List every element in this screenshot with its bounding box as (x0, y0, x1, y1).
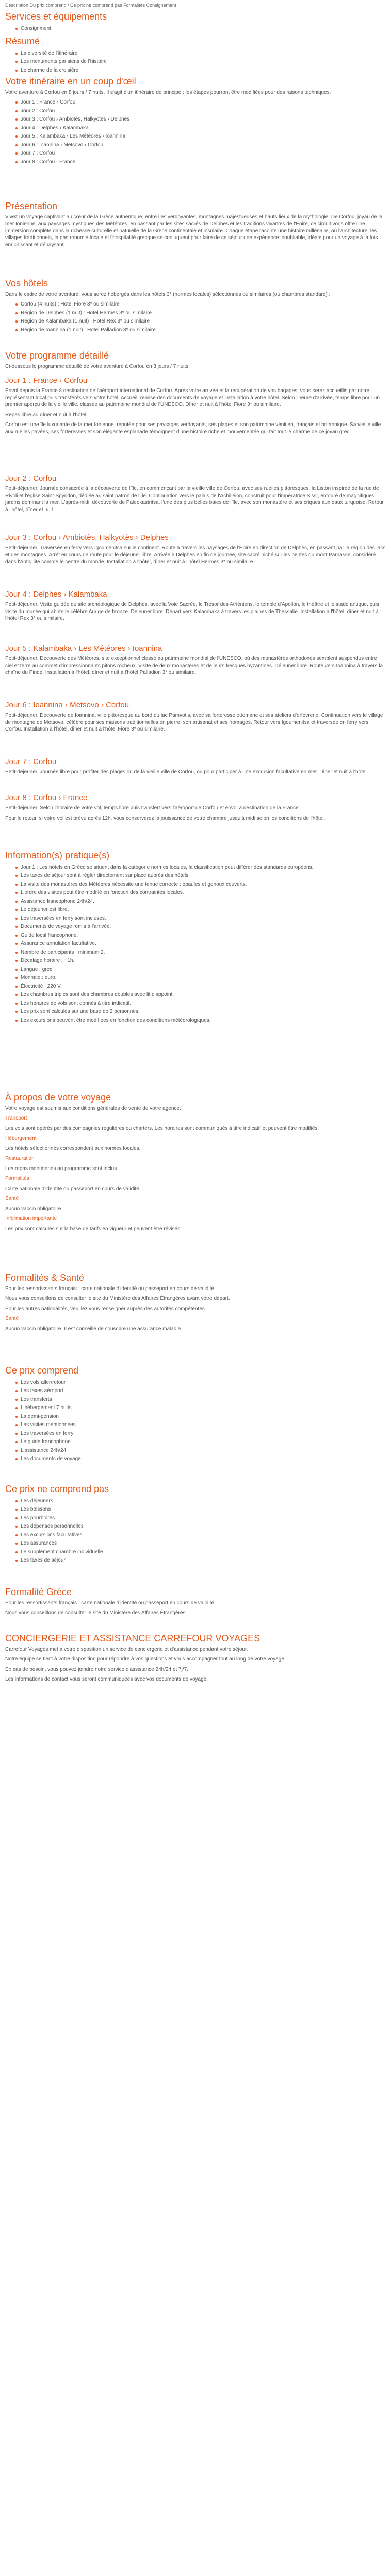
list-item: Jour 4 : Delphes › Kalambaka (15, 125, 386, 132)
list-item: Corfou (4 nuits) : Hotel Fiore 3* ou similaire (15, 301, 386, 308)
list-item: Les déjeuners (15, 1498, 386, 1505)
programme-section (5, 350, 386, 373)
formalities-greece-title: Formalité Grèce (5, 1587, 72, 1597)
about-subheading: Santé (5, 1196, 19, 1202)
day-text: Petit-déjeuner. Visite guidée du site archéologique de Delphes, avec la Voie Sacrée, le Trésor des Athéniens, le temple d'Apollon, le théâtre et le stade antique, puis visite du musée qui abrite le célèbre Aurige de bronze. Déjeuner libre. Départ vers Kalambaka à travers les plaines de Thessalie. Installation à l'hôtel, dîner et nuit à l'hôtel Rex 3* ou similaire. (5, 602, 379, 621)
list-item: Les vols aller/retour (15, 1379, 386, 1386)
hotels-section (5, 278, 386, 335)
list-item: L'assistance 24h/24 (15, 1447, 386, 1454)
list-item: Les prix sont calculés sur une base de 2 personnes. (15, 1008, 386, 1015)
concierge-text: Les informations de contact vous seront communiquées avec vos documents de voyage. (5, 1676, 208, 1683)
list-item: Les chambres triples sont des chambres doubles avec lit d'appoint. (15, 991, 386, 998)
day-text: Petit-déjeuner. Traversée en ferry vers Igoumenitsa sur le continent. Route à travers les paysages de l'Épire en direction de Delphes, en passant par la région des lacs et des montagnes. Arrêt en cours de route pour le déjeuner libre. Arrivée à Delphes en fin de journée, site sacré niché sur les pentes du mont Parnasse, considéré dans l'Antiquité comme le centre du monde. Installation à l'hôtel, dîner et nuit à l'hôtel Hermes 3* ou similaire. (5, 545, 386, 565)
list-item: Jour 7 : Corfou (15, 150, 386, 157)
day-title: Jour 3 : Corfou › Ambiotès, Halkyotès › Delphes (5, 533, 169, 542)
day-title: Jour 2 : Corfou (5, 474, 57, 483)
list-item: Les pourboires (15, 1515, 386, 1522)
day-text: Pour le retour, si votre vol est prévu après 12h, vous conserverez la jouissance de votre chambre jusqu'à midi selon les conditions de l'hôtel. (5, 815, 325, 821)
list-item: Le guide francophone (15, 1438, 386, 1446)
list-item: Assistance francophone 24h/24. (15, 898, 386, 905)
price-includes-section (5, 1365, 386, 1464)
itinerary-title: Votre itinéraire en un coup d'œil (5, 76, 136, 87)
day-text: Petit-déjeuner. Découverte de Ioannina, ville pittoresque au bord du lac Pamvotis, avec sa forteresse ottomane et ses ateliers d'orfèvrerie. Continuation vers le village de montagne de Metsovo, célèbre pour ses maisons traditionnelles en pierre, son artisanat et ses fromages. Retour vers Igoumenitsa et traversée en ferry vers Corfou. Installation à l'hôtel, dîner et nuit à l'hôtel Fiore 3* ou similaire. (5, 713, 383, 732)
day-title: Jour 1 : France › Corfou (5, 376, 88, 385)
list-item: Les traversées en ferry (15, 1430, 386, 1437)
formalities-text: Nous vous conseillons de consulter le site du Ministère des Affaires Étrangères avant votre départ. (5, 1296, 230, 1302)
about-text: Aucun vaccin obligatoire. (5, 1206, 63, 1212)
list-item: Les taxes aéroport (15, 1387, 386, 1395)
day-text: Corfou est une île luxuriante de la mer Ionienne, réputée pour ses paysages verdoyants, ses plages et son patrimoine vénitien, français et britannique. Sa vieille ville aux ruelles pavées, ses forteresses et son élégante esplanade témoignent d'une histoire riche et mouvementée qui fait tout le charme de ce joyau grec. (5, 422, 381, 435)
list-item: L'ordre des visites peut être modifié en fonction des contraintes locales. (15, 889, 386, 896)
list-item: Jour 2 : Corfou (15, 108, 386, 115)
list-item: La demi-pension (15, 1413, 386, 1420)
list-item: Le charme de la croisière (15, 67, 386, 74)
list-item: Les monuments parisiens de l'histoire (15, 58, 386, 65)
list-item: Les dépenses personnelles (15, 1523, 386, 1530)
itinerary-intro: Votre aventure à Corfou en 8 jours / 7 nuits. Il s'agit d'un itinéraire de principe : les étapes pourront être modifiées pour des raisons techniques. (5, 89, 331, 95)
day-text: Petit-déjeuner. Journée libre pour profiter des plages ou de la vieille ville de Corfou, ou pour participer à une excursion facultative en mer. Dîner et nuit à l'hôtel. (5, 769, 368, 775)
formalities-section (5, 1273, 386, 1335)
formalities-greece-text: Nous vous conseillons de consulter le site du Ministère des Affaires Étrangères. (5, 1610, 187, 1616)
hotels-intro: Dans le cadre de votre aventure, vous serez hébergés dans les hôtels 3* (normes locales) sélectionnés ou similaires (ou chambres standard) : (5, 291, 331, 297)
list-item: Région de Kalambaka (1 nuit) : Hotel Rex 3* ou similaire (15, 318, 386, 325)
concierge-text: Notre équipe se tient à votre disposition pour répondre à vos questions et vous accompagner tout au long de votre voyage. (5, 1656, 286, 1663)
day-8 (5, 793, 386, 825)
list-item: Assurance annulation facultative. (15, 940, 386, 947)
presentation-section (5, 201, 386, 251)
day-4 (5, 590, 386, 625)
day-text: Petit-déjeuner. Selon l'horaire de votre vol, temps libre puis transfert vers l'aéroport de Corfou et envol à destination de la France. (5, 805, 300, 811)
day-6 (5, 701, 386, 736)
day-text: Repas libre au dîner et nuit à l'hôtel. (5, 412, 88, 418)
list-item: Les excursions peuvent être modifiées en fonction des conditions météorologiques. (15, 1017, 386, 1024)
hotels-title: Vos hôtels (5, 278, 48, 289)
presentation-title: Présentation (5, 201, 58, 211)
list-item: Guide local francophone. (15, 932, 386, 939)
services-section (5, 11, 386, 33)
list-item: Monnaie : euro. (15, 974, 386, 981)
list-item: Les transferts (15, 1396, 386, 1403)
concierge-section (5, 1633, 386, 1686)
list-item: La visite des monastères des Météores nécessite une tenue correcte : épaules et genoux couverts. (15, 881, 386, 888)
list-item: Le déjeuner est libre. (15, 906, 386, 913)
about-subheading: Formalités (5, 1176, 29, 1182)
day-text: Petit-déjeuner. Découverte des Météores, site exceptionnel classé au patrimoine mondial de l'UNESCO, où des monastères orthodoxes semblent suspendus entre ciel et terre au sommet d'impressionnants pitons rocheux. Visite de deux monastères et de leurs fresques byzantines. Déjeuner libre. Route vers Ioannina à travers la chaîne du Pinde. Installation à l'hôtel, dîner et nuit à l'hôtel Palladion 3* ou similaire. (5, 656, 383, 675)
day-text: Petit-déjeuner. Journée consacrée à la découverte de l'île, en commençant par la vieille ville de Corfou, avec ses ruelles pittoresques, la Liston inspirée de la rue de Rivoli et l'église Saint-Spyridon, dédiée au saint patron de l'île. Continuation vers le palais de l'Achilléion, construit pour l'impératrice Sissi, entouré de magnifiques jardins dominant la mer. L'après-midi, découverte de Paleokastritsa, l'une des plus belles baies de l'île, avec son monastère et ses criques aux eaux turquoise. Retour à l'hôtel, dîner et nuit. (5, 486, 384, 513)
formalities-greece-text: Pour les ressortissants français : carte nationale d'identité ou passeport en cours de validité. (5, 1600, 216, 1606)
resume-section (5, 36, 386, 75)
list-item: Les documents de voyage (15, 1455, 386, 1463)
day-title: Jour 8 : Corfou › France (5, 793, 88, 802)
about-subheading: Restauration (5, 1156, 35, 1162)
about-title: À propos de votre voyage (5, 1092, 111, 1103)
formalities-text: Pour les autres nationalités, veuillez vous renseigner auprès des autorités compétentes. (5, 1306, 206, 1312)
list-item: L'hébergement 7 nuits (15, 1404, 386, 1412)
list-item: Les taxes de séjour (15, 1557, 386, 1564)
formalities-subheading: Santé (5, 1316, 19, 1322)
practical-info-section (5, 850, 386, 1025)
formalities-text: Pour les ressortissants français : carte nationale d'identité ou passeport en cours de validité. (5, 1285, 216, 1292)
concierge-text: En cas de besoin, vous pouvez joindre notre service d'assistance 24h/24 et 7j/7. (5, 1666, 188, 1672)
itinerary-section (5, 76, 386, 167)
about-text: Les vols sont opérés par des compagnies régulières ou charters. Les horaires sont communiqués à titre indicatif et peuvent être modifiés. (5, 1125, 319, 1131)
about-subheading: Transport (5, 1115, 27, 1122)
day-title: Jour 4 : Delphes › Kalambaka (5, 590, 107, 599)
price-excludes-section (5, 1484, 386, 1566)
price-excludes-title: Ce prix ne comprend pas (5, 1484, 109, 1494)
day-2 (5, 474, 386, 516)
list-item: Documents de voyage remis à l'arrivée. (15, 923, 386, 930)
about-text: Votre voyage est soumis aux conditions générales de vente de votre agence. (5, 1105, 181, 1111)
day-3 (5, 533, 386, 569)
concierge-text: Carrefour Voyages met à votre disposition un service de conciergerie et d'assistance pendant votre séjour. (5, 1646, 248, 1652)
list-item: Les excursions facultatives (15, 1532, 386, 1539)
concierge-title: CONCIERGERIE ET ASSISTANCE CARREFOUR VOYAGES (5, 1633, 260, 1643)
list-item: Région de Ioannina (1 nuit) : Hotel Palladion 3* ou similaire (15, 327, 386, 334)
list-item: Jour 6 : Ioannina › Metsovo › Corfou (15, 142, 386, 149)
programme-title: Votre programme détaillé (5, 350, 109, 361)
list-item: Jour 8 : Corfou › France (15, 159, 386, 166)
about-text: Les prix sont calculés sur la base de tarifs en vigueur et peuvent être révisés. (5, 1226, 182, 1232)
list-item: Les taxes de séjour sont à régler directement sur place auprès des hôtels. (15, 872, 386, 879)
day-1 (5, 376, 386, 438)
formalities-greece-section (5, 1587, 386, 1620)
list-item: Jour 3 : Corfou › Ambiotès, Halkyotès › Delphes (15, 116, 386, 123)
list-item: Nombre de participants : minimum 2. (15, 949, 386, 956)
list-item: Électricité : 220 V. (15, 983, 386, 990)
list-item: Jour 1 : France › Corfou (15, 99, 386, 106)
about-text: Les hôtels sélectionnés correspondent aux normes locales. (5, 1145, 141, 1151)
list-item: Les boissons (15, 1506, 386, 1513)
list-item: Jour 1 : Les hôtels en Grèce se situent dans la catégorie normes locales, la classification peut différer des standards européens. (15, 864, 386, 871)
price-includes-title: Ce prix comprend (5, 1365, 79, 1376)
resume-title: Résumé (5, 36, 40, 46)
list-item: Jour 5 : Kalambaka › Les Météores › Ioannina (15, 133, 386, 140)
practical-info-title: Information(s) pratique(s) (5, 850, 110, 860)
day-text: Envol depuis la France à destination de l'aéroport international de Corfou. Après votre arrivée et la récupération de vos bagages, vous serez accueillis par notre représentant local puis transférés vers votre hôtel. Accueil, remise des documents de voyage et installation à votre hôtel. Selon l'heure d'arrivée, temps libre pour un premier aperçu de la vieille ville, classée au patrimoine mondial de l'UNESCO. Dîner et nuit à l'hôtel Fiore 3* ou similaire. (5, 388, 380, 408)
presentation-text: Vivez un voyage captivant au cœur de la Grèce authentique, entre îles verdoyantes, montagnes majestueuses et hauts lieux de la mythologie. De Corfou, joyau de la mer Ionienne, aux paysages mystiques des Météores, en passant par les sites sacrés de Delphes et les traditions vivantes de l'Épire, ce circuit vous offre une immersion complète dans la richesse culturelle et naturelle de la Grèce continentale et insulaire. Chaque étape raconte une histoire millénaire, où l'architecture, les villages traditionnels, la gastronomie locale et l'hospitalité grecque se conjuguent pour faire de ce séjour une expérience inoubliable, idéale pour un voyage à la fois enrichissant et dépaysant. (5, 214, 383, 248)
day-title: Jour 5 : Kalambaka › Les Météores › Ioannina (5, 644, 162, 653)
list-item: Les horaires de vols sont donnés à titre indicatif. (15, 1000, 386, 1007)
breadcrumb: Description Du prix comprend / Ce prix ne comprend pas Formalités Consignement (5, 3, 176, 8)
programme-intro: Ci-dessous le programme détaillé de votre aventure à Corfou en 8 jours / 7 nuits. (5, 363, 190, 369)
about-section (5, 1092, 386, 1235)
list-item: Le supplément chambre individuelle (15, 1549, 386, 1556)
list-item: Langue : grec. (15, 966, 386, 973)
about-subheading: Hébergement (5, 1136, 37, 1142)
day-5 (5, 644, 386, 680)
about-text: Carte nationale d'identité ou passeport en cours de validité. (5, 1185, 141, 1192)
services-title: Services et équipements (5, 11, 107, 22)
list-item: Décalage horaire : +1h. (15, 957, 386, 964)
list-item: Consignment (15, 25, 386, 32)
day-title: Jour 6 : Ioannina › Metsovo › Corfou (5, 701, 129, 709)
about-subheading: Information importante (5, 1216, 57, 1222)
day-title: Jour 7 : Corfou (5, 757, 57, 766)
list-item: Les assurances (15, 1540, 386, 1547)
list-item: Les traversées en ferry sont incluses. (15, 915, 386, 922)
list-item: Région de Delphes (1 nuit) : Hotel Hermes 3* ou similaire (15, 310, 386, 317)
formalities-title: Formalités & Santé (5, 1273, 85, 1283)
day-7 (5, 757, 386, 779)
formalities-text: Aucun vaccin obligatoire. Il est conseillé de souscrire une assurance maladie. (5, 1326, 182, 1332)
about-text: Les repas mentionnés au programme sont inclus. (5, 1165, 119, 1172)
list-item: Les visites mentionnées (15, 1421, 386, 1429)
list-item: La diversité de l'itinéraire (15, 50, 386, 57)
